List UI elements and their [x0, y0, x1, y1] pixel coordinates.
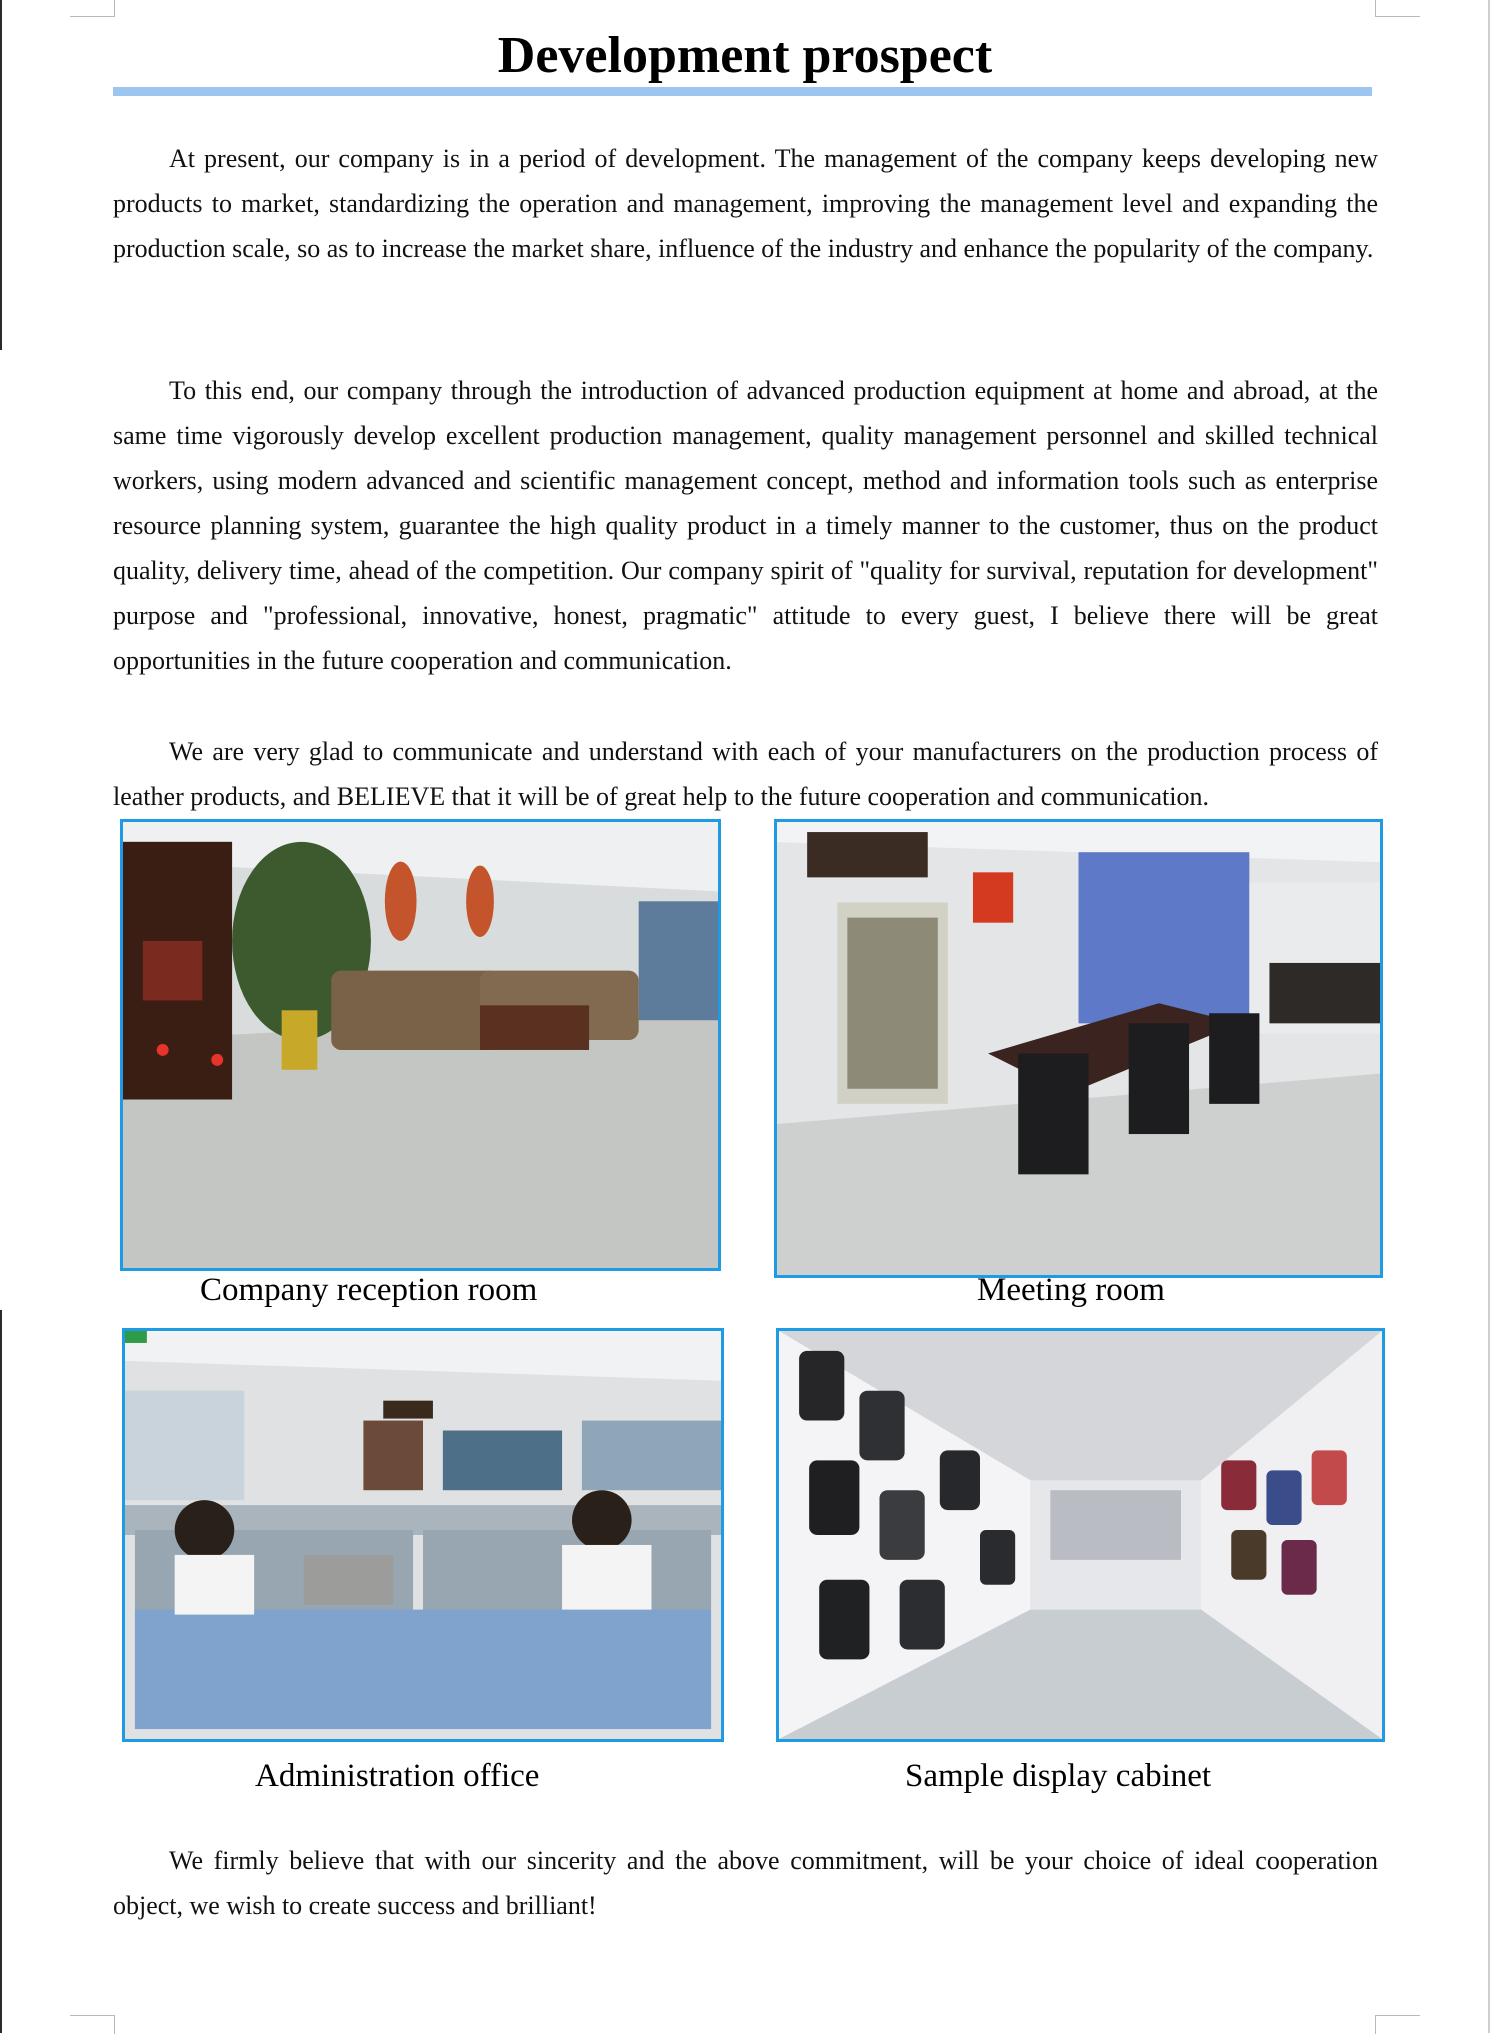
paragraph-strategy: To this end, our company through the introduction of advanced production equipment at home and abroad, at the same time vigorously develop excellent production management, quality management personnel and skilled technical workers, using modern advanced and scientific management concept, method and information tools such as enterprise resource planning system, guarantee the high quality product in a timely manner to the customer, thus on the product quality, delivery time, ahead of the competition. Our company spirit of "quality for survival, reputation for development" purpose and "professional, innovative, honest, pragmatic" attitude to every guest, I believe there will be great opportunities in the future cooperation and communication.	[113, 376, 1378, 675]
paragraph-communication: We are very glad to communicate and understand with each of your manufacturers on the production process of leather products, and BELIEVE that it will be of great help to the future cooperation and communication.	[113, 737, 1378, 811]
caption-sample-display: Sample display cabinet	[905, 1758, 1212, 1794]
title-underline	[113, 87, 1372, 96]
paragraph-intro: At present, our company is in a period of development. The management of the company keeps developing new products to market, standardizing the operation and management, improving the management level and expanding the production scale, so as to increase the market share, influence of the industry and enhance the popularity of the company.	[113, 144, 1378, 263]
caption-meeting-room: Meeting room	[977, 1272, 1165, 1308]
page-title: Development prospect	[497, 27, 993, 84]
showroom-photo	[776, 1328, 1385, 1742]
page-edge-left-bottom	[0, 1310, 2, 2033]
caption-reception-room: Company reception room	[200, 1272, 538, 1308]
corner-mark-bottom-right	[1375, 2015, 1420, 2034]
office-photo	[122, 1328, 724, 1742]
reception-room-photo	[120, 819, 721, 1271]
corner-mark-top-right	[1375, 0, 1420, 17]
corner-mark-bottom-left	[70, 2015, 115, 2034]
caption-administration-office: Administration office	[255, 1758, 540, 1794]
paragraph-closing: We firmly believe that with our sincerity and the above commitment, will be your choice of ideal cooperation object, we wish to create success and brilliant!	[113, 1846, 1378, 1920]
meeting-room-photo	[774, 819, 1383, 1278]
corner-mark-top-left	[70, 0, 115, 17]
